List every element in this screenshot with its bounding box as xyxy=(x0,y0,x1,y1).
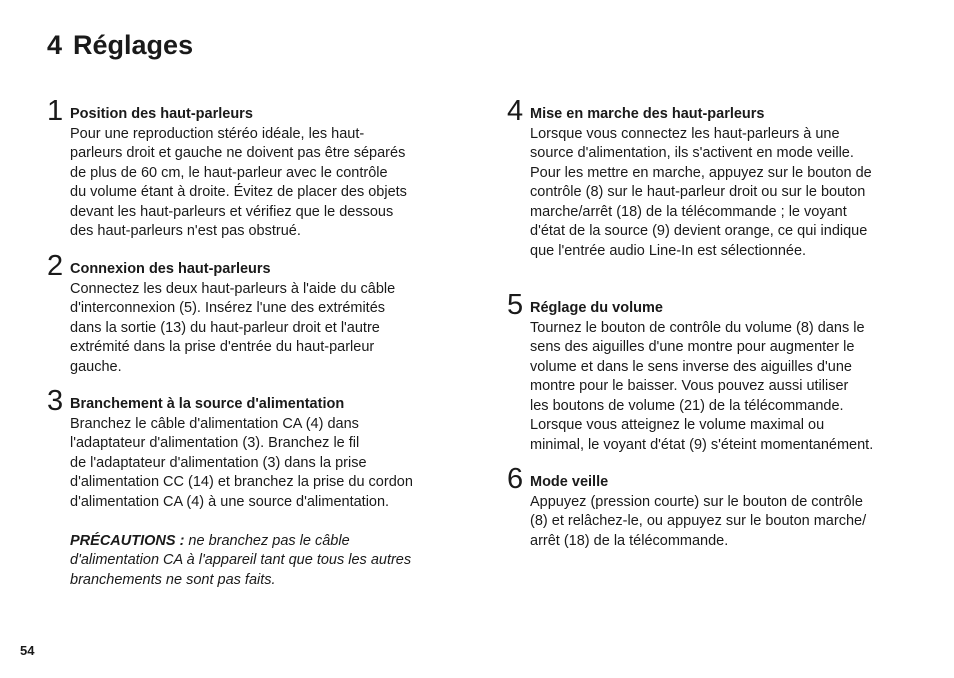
chapter-title: Réglages xyxy=(73,30,194,60)
text-line: Connectez les deux haut-parleurs à l'aide du câble xyxy=(70,280,396,297)
step-number: 1 xyxy=(47,95,64,127)
step-number: 5 xyxy=(507,289,524,321)
text-line: Branchez le câble d'alimentation CA (4) dans xyxy=(70,415,359,432)
text-line: d'interconnexion (5). Insérez l'une des extrémités xyxy=(70,300,386,316)
caution-line: branchements ne sont pas faits. xyxy=(70,571,276,588)
section-mode-veille xyxy=(507,463,867,551)
section-heading: Mise en marche des haut-parleurs xyxy=(530,106,765,122)
step-number: 6 xyxy=(507,463,524,495)
caution-label: PRÉCAUTIONS : xyxy=(70,532,185,549)
text-line: de plus de 60 cm, le haut-parleur avec le contrôle xyxy=(70,164,388,181)
text-line: devant les haut-parleurs et vérifiez que le dessous xyxy=(70,203,394,220)
text-line: gauche. xyxy=(70,358,122,375)
chapter-number: 4 xyxy=(47,30,63,60)
text-line: Pour une reproduction stéréo idéale, les haut- xyxy=(70,125,365,142)
caution-line: d'alimentation CA à l'appareil tant que tous les autres xyxy=(70,552,412,568)
section-heading: Mode veille xyxy=(530,474,609,490)
section-position xyxy=(47,95,407,242)
section-volume xyxy=(507,289,874,455)
text-line: volume et dans le sens inverse des aiguilles d'une xyxy=(530,358,852,375)
page-number: 54 xyxy=(20,643,35,658)
text-line: Tournez le bouton de contrôle du volume (8) dans le xyxy=(530,319,865,336)
text-line: l'adaptateur d'alimentation (3). Branchez le fil xyxy=(70,435,360,451)
text-line: sens des aiguilles d'une montre pour augmenter le xyxy=(530,339,855,355)
text-line: Appuyez (pression courte) sur le bouton de contrôle xyxy=(530,493,863,510)
text-line: marche/arrêt (18) de la télécommande ; le voyant xyxy=(530,203,847,220)
text-line: (8) et relâchez-le, ou appuyez sur le bouton marche/ xyxy=(530,513,867,529)
text-line: d'alimentation CC (14) et branchez la prise du cordon xyxy=(70,474,413,490)
section-heading: Connexion des haut-parleurs xyxy=(70,261,271,277)
text-line: source d'alimentation, ils s'activent en mode veille. xyxy=(530,145,854,161)
section-connexion xyxy=(47,250,396,377)
page-title xyxy=(47,28,193,62)
text-line: que l'entrée audio Line-In est sélectionnée. xyxy=(530,242,807,259)
text-line: Lorsque vous connectez les haut-parleurs à une xyxy=(530,125,840,142)
text-line: d'alimentation CA (4) à une source d'alimentation. xyxy=(70,493,390,510)
text-line: les boutons de volume (21) de la télécommande. xyxy=(530,397,844,414)
step-number: 4 xyxy=(507,95,524,127)
step-number: 3 xyxy=(47,385,64,417)
section-alimentation xyxy=(47,385,413,590)
text-line: minimal, le voyant d'état (9) s'éteint momentanément. xyxy=(530,436,874,453)
section-heading: Branchement à la source d'alimentation xyxy=(70,396,345,412)
section-heading: Réglage du volume xyxy=(530,300,663,316)
text-line: arrêt (18) de la télécommande. xyxy=(530,532,729,549)
section-heading: Position des haut-parleurs xyxy=(70,106,253,122)
text-line: Pour les mettre en marche, appuyez sur le bouton de xyxy=(530,164,872,181)
text-line: contrôle (8) sur le haut-parleur droit ou sur le bouton xyxy=(530,184,866,200)
text-line: extrémité dans la prise d'entrée du haut-parleur xyxy=(70,339,375,355)
text-line: des haut-parleurs n'est pas obstrué. xyxy=(70,223,301,239)
section-mise-en-marche xyxy=(507,95,872,261)
caution-text: ne branchez pas le câble xyxy=(184,532,350,549)
text-line: dans la sortie (13) du haut-parleur droit et l'autre xyxy=(70,319,380,336)
text-line: Lorsque vous atteignez le volume maximal ou xyxy=(530,417,825,433)
text-line: de l'adaptateur d'alimentation (3) dans la prise xyxy=(70,454,367,471)
step-number: 2 xyxy=(47,250,64,282)
text-line: d'état de la source (9) devient orange, ce qui indique xyxy=(530,223,868,239)
text-line: parleurs droit et gauche ne doivent pas être séparés xyxy=(70,145,406,161)
text-line: du volume étant à droite. Évitez de placer des objets xyxy=(70,184,407,200)
text-line: montre pour le baisser. Vous pouvez aussi utiliser xyxy=(530,378,849,394)
caution-line xyxy=(70,532,413,552)
